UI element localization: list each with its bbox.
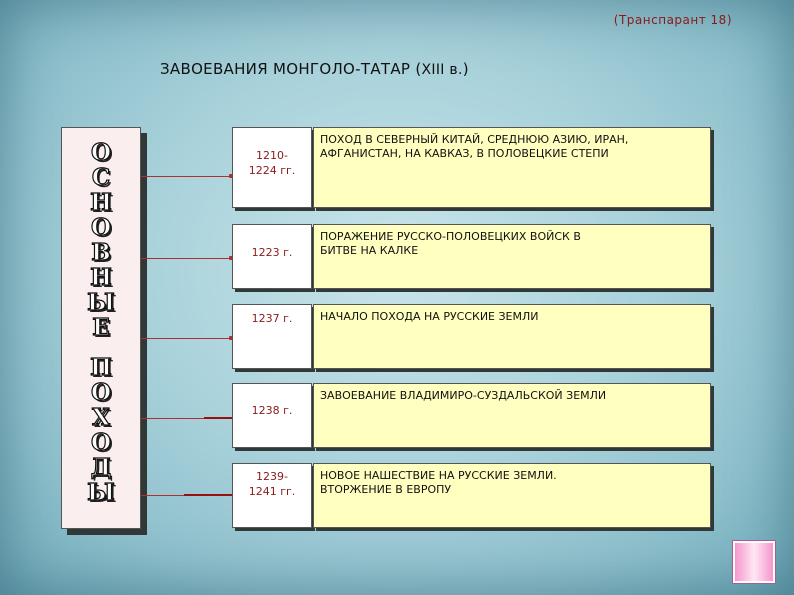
- date-line: 1224 гг.: [248, 164, 296, 177]
- event-description-box: [313, 224, 711, 289]
- description-line: ЗАВОЕВАНИЕ ВЛАДИМИРО-СУЗДАЛЬСКОЙ ЗЕМЛИ: [320, 389, 607, 402]
- connector-line: [140, 338, 232, 339]
- description-line: БИТВЕ НА КАЛКЕ: [320, 244, 419, 257]
- letter: Х: [92, 404, 110, 431]
- letter: П: [90, 354, 112, 381]
- main-campaigns-box: [61, 127, 141, 529]
- letter: О: [90, 214, 112, 241]
- connector-line: [140, 418, 204, 419]
- event-description-box: [313, 383, 711, 448]
- title-main: ЗАВОЕВАНИЯ МОНГОЛО-ТАТАР (: [160, 60, 422, 78]
- description-line: НОВОЕ НАШЕСТВИЕ НА РУССКИЕ ЗЕМЛИ.: [320, 469, 557, 482]
- connector-line: [204, 417, 232, 419]
- description-line: ПОРАЖЕНИЕ РУССКО-ПОЛОВЕЦКИХ ВОЙСК В: [320, 230, 581, 243]
- title-century: XIII в.: [421, 62, 463, 78]
- date-line: 1223 г.: [251, 246, 293, 259]
- date-box: [232, 304, 312, 369]
- event-description-box: [313, 304, 711, 369]
- date-box: [232, 463, 312, 528]
- transparency-label: (Транспарант 18): [613, 13, 732, 27]
- letter: Д: [90, 454, 112, 481]
- letter: В: [91, 239, 111, 266]
- letter: О: [90, 379, 112, 406]
- description-line: НАЧАЛО ПОХОДА НА РУССКИЕ ЗЕМЛИ: [320, 310, 539, 323]
- title-end: ): [462, 60, 469, 78]
- event-description-box: [313, 127, 711, 208]
- date-line: 1210-: [256, 149, 288, 162]
- event-description-box: [313, 463, 711, 528]
- connector-line: [140, 176, 232, 177]
- vertical-title: [62, 140, 140, 505]
- date-line: 1238 г.: [251, 404, 293, 417]
- letter: Е: [92, 314, 110, 341]
- letter: С: [91, 164, 111, 191]
- navigation-button[interactable]: [732, 540, 776, 584]
- letter: Н: [90, 264, 112, 291]
- letter: Н: [90, 189, 112, 216]
- description-line: ВТОРЖЕНИЕ В ЕВРОПУ: [320, 483, 452, 496]
- letter: О: [90, 429, 112, 456]
- connector-line: [184, 494, 232, 496]
- date-box: [232, 383, 312, 448]
- connector-line: [140, 495, 184, 496]
- letter: Ы: [87, 289, 115, 316]
- connector-line: [140, 258, 232, 259]
- date-box: [232, 127, 312, 208]
- page-title: [160, 60, 469, 78]
- date-box: [232, 224, 312, 289]
- date-line: 1237 г.: [251, 312, 293, 325]
- date-line: 1241 гг.: [248, 485, 296, 498]
- description-line: ПОХОД В СЕВЕРНЫЙ КИТАЙ, СРЕДНЮЮ АЗИЮ, ИРАН,: [320, 133, 629, 146]
- word-gap: [62, 340, 140, 355]
- date-line: 1239-: [256, 470, 288, 483]
- description-line: АФГАНИСТАН, НА КАВКАЗ, В ПОЛОВЕЦКИЕ СТЕПИ: [320, 147, 609, 160]
- letter: Ы: [87, 479, 115, 506]
- letter: О: [90, 139, 112, 166]
